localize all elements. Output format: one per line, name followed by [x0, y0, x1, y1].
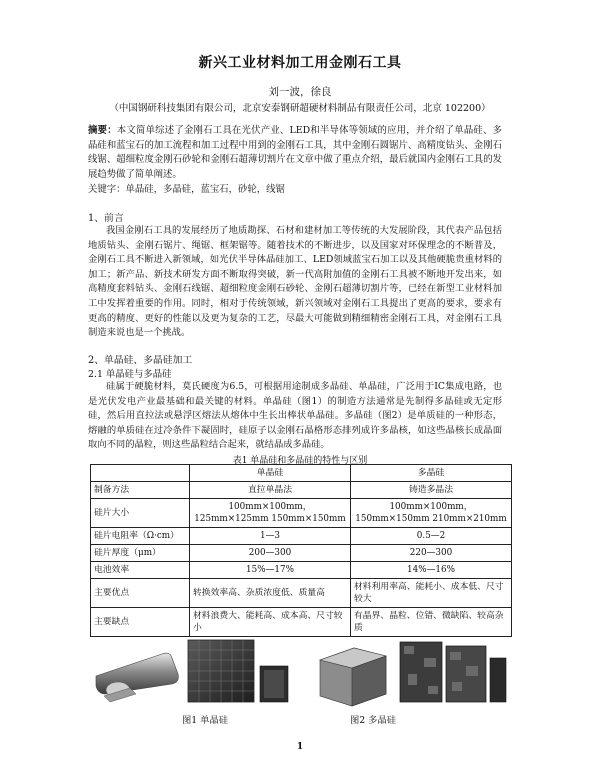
cell: 14%—16%	[351, 562, 512, 579]
row-label: 硅片厚度（μm）	[91, 545, 190, 562]
row-label: 主要优点	[91, 579, 190, 608]
row-label: 制备方法	[91, 482, 190, 499]
abstract-text: 本文简单综述了金刚石工具在光伏产业、LED和半导体等领域的应用，并介绍了单晶硅、多晶硅和蓝宝石的加工流程和加工过程中用到的金刚石工具，其中金刚石圆锯片、高精度钻头、金刚石线锯、超细粒度金刚石砂轮和金刚石超薄切割片在文章中做了重点介绍，最后就国内金刚石工具的发展趋势做了简单阐述。	[88, 125, 502, 180]
row-label: 硅片大小	[91, 499, 190, 528]
paper-title: 新兴工业材料加工用金刚石工具	[198, 55, 402, 71]
table-corner-cell	[91, 465, 190, 482]
cell: 1—3	[190, 528, 351, 545]
cell: 铸造多晶法	[351, 482, 512, 499]
table-row	[91, 499, 512, 528]
comparison-table	[90, 464, 512, 637]
section-1-heading: 1、前言	[88, 213, 124, 224]
cell: 有晶界、晶粒、位错、微缺陷、较高杂质	[351, 608, 512, 637]
keywords	[88, 181, 502, 195]
table-head-monocrystalline: 单晶硅	[190, 465, 351, 482]
cell: 直拉单晶法	[190, 482, 351, 499]
cell: 15%—17%	[190, 562, 351, 579]
table-head-polycrystalline: 多晶硅	[351, 465, 512, 482]
section-2-1-paragraph: 硅属于硬脆材料，莫氏硬度为6.5，可根据用途制成多晶硅、单晶硅，广泛用于IC集成电路，也是光伏发电产业最基础和最关键的材料。单晶硅（图1）的制造方法通常是先制得多晶硅或无定形硅，然后用直拉法或悬浮区熔法从熔体中生长出棒状单晶硅。多晶硅（图2）是单质硅的一种形态，熔融的单质硅在过冷条件下凝固时，硅原子以金刚石晶格形态排列成许多晶核，如这些晶核长成晶面取向不同的晶粒，则这些晶粒结合起来，就结晶成多晶硅。	[88, 381, 502, 451]
table-caption: 表1 单晶硅和多晶硅的特性与区别	[232, 456, 368, 466]
affiliation: （中国钢研科技集团有限公司，北京安泰钢研超硬材料制品有限责任公司，北京 102200）	[109, 103, 491, 114]
table-row	[91, 562, 512, 579]
cell: 转换效率高、杂质浓度低、质量高	[190, 579, 351, 608]
polycrystalline-silicon-image	[314, 636, 508, 708]
abstract-label: 摘要：	[88, 125, 117, 136]
table-row	[91, 482, 512, 499]
authors: 刘一波，徐良	[268, 86, 332, 98]
table-row	[91, 608, 512, 637]
table-row	[91, 579, 512, 608]
row-label: 电池效率	[91, 562, 190, 579]
row-label: 主要缺点	[91, 608, 190, 637]
cell: 220—300	[351, 545, 512, 562]
figure-strip	[92, 636, 508, 708]
table-header-row	[91, 465, 512, 482]
section-2-1-heading: 2.1 单晶硅与多晶硅	[88, 369, 172, 380]
section-1-paragraph: 我国金刚石工具的发展经历了地质勘探、石材和建材加工等传统的大发展阶段，其代表产品包括地质钻头、金刚石锯片、绳锯、框架锯等。随着技术的不断进步，以及国家对环保理念的不断普及，金刚石工具不断进入新领域，如光伏半导体晶硅加工、LED领域蓝宝石加工以及其他硬脆贵重材料的加工；新产品、新技术研发方面不断取得突破，新一代高附加值的金刚石工具被不断地开发出来，如高精度套料钻头、金刚石线锯、超细粒度金刚石砂轮、金刚石超薄切割片等，已经在新型工业材料加工中发挥着重要的作用。同时，相对于传统领域，新兴领域对金刚石工具提出了更高的要求，要求有更高的精度、更好的性能以及更为复杂的工艺，尽最大可能做到精细精密金刚石工具，对金刚石工具制造来说也是一个挑战。	[88, 225, 502, 339]
monocrystalline-silicon-image	[92, 636, 292, 708]
abstract	[88, 124, 502, 182]
row-label: 硅片电阻率（Ω·cm）	[91, 528, 190, 545]
keywords-label: 关键字：	[88, 184, 126, 195]
table-row	[91, 545, 512, 562]
figure-2-caption: 图2 多晶硅	[350, 715, 397, 726]
cell: 材料浪费大、能耗高、成本高、尺寸较小	[190, 608, 351, 637]
page-number: 1	[296, 742, 304, 752]
figure-1-caption: 图1 单晶硅	[182, 715, 229, 726]
table-row	[91, 528, 512, 545]
cell: 材料利用率高、能耗小、成本低、尺寸较大	[351, 579, 512, 608]
cell: 200—300	[190, 545, 351, 562]
section-2-heading: 2、单晶硅、多晶硅加工	[88, 355, 193, 366]
cell: 100mm×100mm，125mm×125mm 150mm×150mm	[190, 499, 351, 528]
cell: 100mm×100mm，150mm×150mm 210mm×210mm	[351, 499, 512, 528]
keywords-text: 单晶硅，多晶硅，蓝宝石，砂轮，线锯	[125, 184, 285, 195]
cell: 0.5—2	[351, 528, 512, 545]
